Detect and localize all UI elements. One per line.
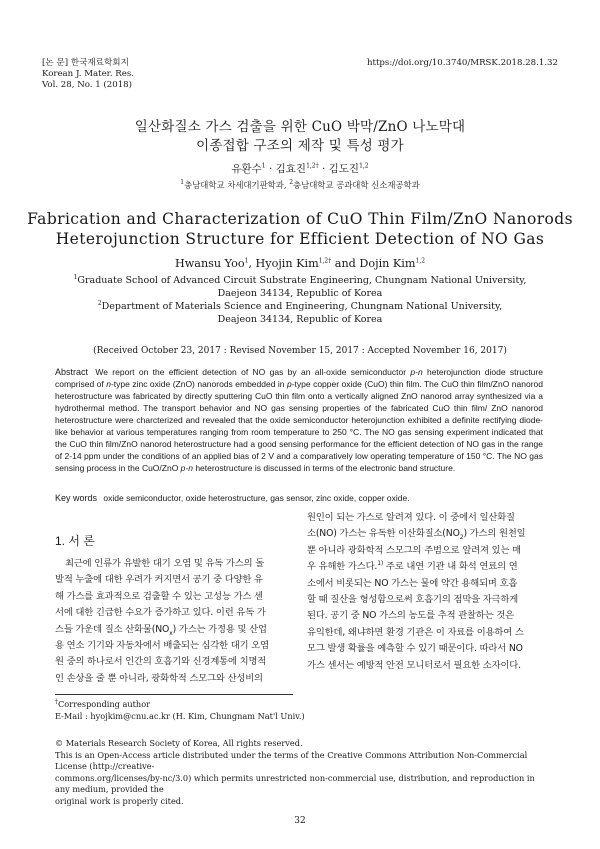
text-line — [307, 559, 545, 575]
author-separator: · — [318, 163, 329, 175]
keywords — [55, 492, 543, 504]
received-dates: (Received October 23, 2017 : Revised November 15, 2017 : Accepted November 16, 2017) — [93, 346, 507, 356]
affiliation-korean — [0, 179, 600, 191]
section-number: 1. — [55, 534, 66, 548]
text-line: 가스 센서는 예방적 안전 모니터로서 필요한 소자이다. — [307, 659, 521, 671]
license-notice — [55, 738, 550, 807]
abstract-text: heterojunction diode structure comprised of — [55, 367, 543, 389]
author-ko-2-sup: 1,2† — [306, 162, 319, 170]
section-title: 서 론 — [68, 534, 95, 548]
right-column-text — [307, 510, 545, 674]
text-line: 된다. 공기 중 NO 가스의 농도를 추적 관찰하는 것은 — [307, 610, 515, 622]
journal-name-korean: [논 문] 한국재료학회지 — [42, 58, 129, 68]
author-ko-2: 김효진 — [275, 163, 307, 175]
abstract-n: n — [106, 379, 111, 389]
abstract-pn: p-n — [410, 367, 423, 377]
title-english-line1: Fabrication and Characterization of CuO Thin Film/ZnO Nanorods — [27, 210, 573, 228]
section-heading-introduction — [55, 532, 95, 549]
page-number: 32 — [294, 816, 306, 826]
text-span: 소(NO) 가스는 유독한 이산화질소(NO — [307, 528, 460, 540]
author-ko-1-sup: 1 — [261, 162, 266, 170]
affil-en-sup-2: 2 — [97, 299, 102, 307]
corresponding-author-note — [55, 699, 305, 722]
text-span: ) 가스의 원천일 — [463, 528, 526, 540]
abstract-text: heterostructure is discussed in terms of the electronic band structure. — [192, 463, 456, 473]
affiliation-english-1 — [0, 274, 600, 288]
left-column-text — [55, 556, 293, 687]
affil-ko-sup-1: 1 — [180, 179, 185, 187]
author-en-2-sup: 1,2† — [318, 257, 332, 265]
text-line: 최근에 인류가 유발한 대기 오염 및 유독 가스의 돌 — [65, 558, 265, 569]
text-line: 용 연소 기기와 자동차에서 배출되는 심각한 대기 오염 — [55, 640, 269, 652]
author-en-1-sup: 1 — [244, 257, 249, 265]
affil-en-line2: Daejeon 34134, Republic of Korea — [217, 288, 383, 299]
text-line: 유익한데, 왜냐하면 환경 기관은 이 자료를 이용하여 스 — [307, 626, 524, 638]
affil-en-sup-1: 1 — [73, 273, 78, 281]
text-line: 할 때 질산을 형성함으로써 호흡기의 점막을 자극하게 — [307, 594, 519, 606]
copyright-line: © Materials Research Society of Korea, All rights reserved. — [55, 738, 303, 748]
text-line: 소에서 비롯되는 NO 가스는 물에 약간 용해되며 호흡 — [307, 577, 518, 589]
doi-link[interactable]: https://doi.org/10.3740/MRSK.2018.28.1.32 — [366, 58, 558, 68]
text-line — [55, 622, 293, 638]
license-line: This is an Open-Access article distributed under the terms of the Creative Commons Attribution Non-Commercial License (http://creative- — [55, 749, 528, 771]
dagger-mark: † — [55, 698, 58, 706]
title-korean-line1: 일산화질소 가스 검출을 위한 CuO 박막/ZnO 나노막대 — [134, 119, 466, 135]
corresponding-email: E-Mail : hyojkim@cnu.ac.kr (H. Kim, Chungnam Nat'l Univ.) — [55, 710, 305, 721]
abstract-p: p — [286, 379, 292, 389]
affiliation-english-2 — [0, 300, 600, 314]
author-en-2: Hyojin Kim — [255, 257, 319, 270]
abstract-pn: p-n — [180, 463, 193, 473]
journal-volume: Vol. 28, No. 1 (2018) — [42, 80, 132, 90]
affil-ko-1: 충남대학교 차세대기판학과, — [184, 180, 290, 190]
footnote-divider — [55, 694, 293, 695]
journal-name-english: Korean J. Mater. Res. — [42, 69, 134, 79]
author-ko-3: 김도진 — [328, 163, 360, 175]
subscript: x — [169, 629, 173, 637]
abstract-text: We report on the efficient detection of NO gas by an all-oxide semiconductor — [95, 367, 411, 377]
text-span: 우 유해한 가스다. — [307, 561, 378, 573]
text-span: 스들 가운데 질소 산화물(NO — [55, 623, 170, 635]
title-korean-line2: 이종접합 구조의 제작 및 특성 평가 — [196, 138, 404, 154]
author-en-3-sup: 1,2 — [415, 257, 426, 265]
text-line: 인 손상을 줄 뿐 아니라, 광화학적 스모그와 산성비의 — [55, 672, 263, 684]
authors-english: Hwansu Yoo$^1$, Hyojin Kim$^{1,2\dagger}$ and Dojin Kim$^{1,2}$ — [174, 257, 426, 270]
title-english-line2: Heterojunction Structure for Efficient Detection of NO Gas — [55, 230, 545, 248]
author-ko-1: 유환수 — [231, 163, 262, 175]
authors-korean — [0, 162, 600, 176]
abstract-text: -type copper oxide (CuO) thin film. The CuO thin film/ZnO nanorod heterostructure was fabricated by directly sputtering CuO thin film onto a vertically aligned ZnO nanorod array synthesized via a hydrothermal method. The transport behavior and NO gas sensing properties of the fabricated CuO thin film/ ZnO nanorod heterostructure were charcterized and revealed that the oxide semiconductor heterojunction exhibited a definite rectifying diode-like behavior at various temperatures ranging from room temperature to 250 °C. The NO gas sensing experiment indicated that the CuO thin film/ZnO nanorod heterostructure had a good sensing performance for the efficient detection of NO gas in the range of 2-14 ppm under the conditions of an applied bias of 2 V and a comparatively low operating temperature of 150 °C. The NO gas sensing process in the CuO/ZnO — [55, 379, 543, 473]
text-line: 원인이 되는 가스로 알려져 있다. 이 중에서 일산화질 — [307, 512, 515, 523]
text-line: 원 중의 하나로서 인간의 호흡기와 신경계통에 치명적 — [55, 656, 267, 668]
text-line: 모그 발생 확률을 예측할 수 있기 때문이다. 따라서 NO — [307, 643, 523, 655]
subscript: 2 — [459, 534, 464, 542]
affil-en-line3: Department of Materials Science and Engineering, Chungnam National University, — [101, 301, 503, 312]
journal-header — [42, 58, 134, 91]
text-line: 해 가스를 효과적으로 검출할 수 있는 고성능 가스 센 — [55, 590, 263, 602]
text-span: ) 가스는 가정용 및 산업 — [172, 623, 267, 635]
text-line: 뿐 아니라 광화학적 스모그의 주범으로 알려져 있는 매 — [307, 544, 521, 556]
author-ko-3-sup: 1,2 — [359, 162, 369, 170]
keywords-label: Key words — [55, 493, 98, 503]
affil-en-line1: Graduate School of Advanced Circuit Substrate Engineering, Chungnam National University, — [77, 275, 527, 286]
corresponding-label: Corresponding author — [58, 699, 151, 709]
corresponding-author — [55, 699, 305, 711]
author-en-3: Dojin Kim — [359, 257, 416, 270]
text-line: 발적 누출에 대한 우려가 커지면서 공기 중 다양한 유 — [55, 574, 263, 586]
text-span: 주로 내연 기관 내 화석 연료의 연 — [383, 561, 518, 573]
affil-ko-2: 충남대학교 공과대학 신소재공학과 — [293, 180, 420, 190]
author-separator: · — [265, 163, 276, 175]
text-line: 서에 대한 긴급한 수요가 증가하고 있다. 이런 유독 가 — [55, 607, 266, 619]
abstract-text: -type zinc oxide (ZnO) nanorods embedded in — [110, 379, 287, 389]
license-line: commons.org/licenses/by-nc/3.0) which permits unrestricted non-commercial use, distribution, and reproduction in any medium, provided the — [55, 772, 535, 794]
affil-ko-sup-2: 2 — [289, 179, 294, 187]
author-en-and: and — [334, 257, 356, 270]
abstract-label: Abstract — [55, 367, 89, 377]
affil-en-line4: Deajeon 34134, Republic of Korea — [217, 314, 383, 325]
citation-ref[interactable]: 1) — [377, 560, 384, 568]
author-en-1: Hwansu Yoo — [174, 257, 245, 270]
text-line — [307, 526, 545, 542]
abstract — [55, 366, 543, 474]
license-line: original work is properly cited. — [55, 795, 184, 806]
keywords-text: oxide semiconductor, oxide heterostructure, gas sensor, zinc oxide, copper oxide. — [103, 493, 410, 503]
